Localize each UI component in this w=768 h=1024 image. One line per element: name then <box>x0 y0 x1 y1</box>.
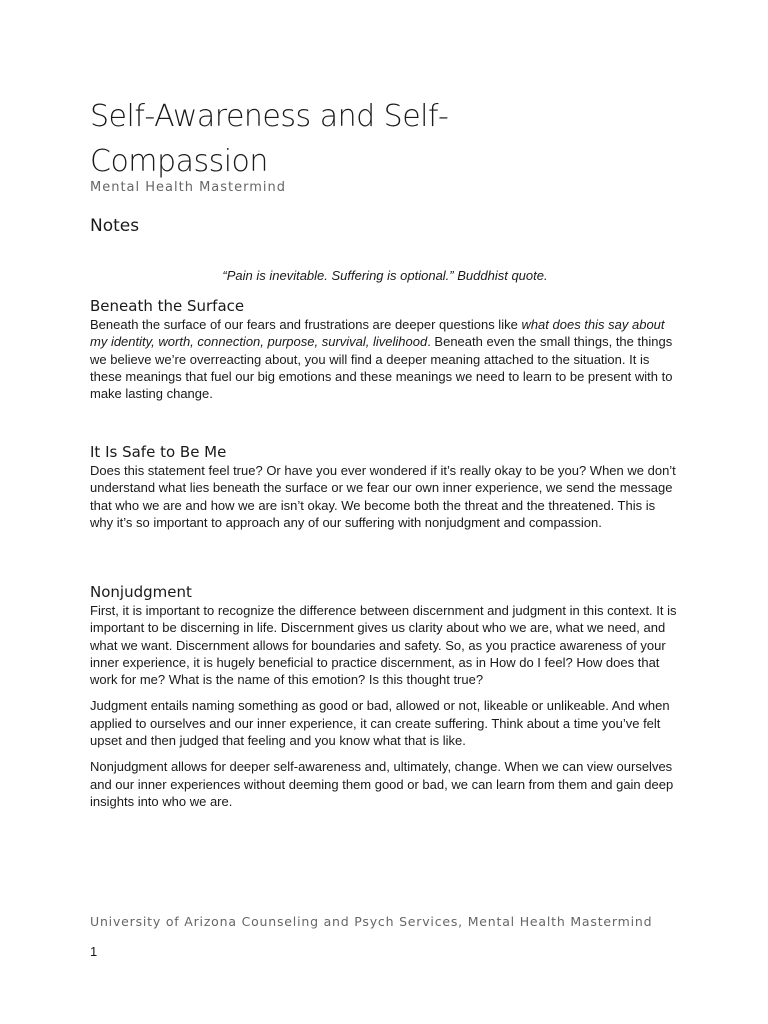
document-title <box>90 94 680 184</box>
paragraph-text: Beneath the surface of our fears and frustrations are deeper questions like <box>90 317 522 332</box>
section-paragraph: Nonjudgment allows for deeper self-awareness and, ultimately, change. When we can view ourselves and our inner experiences without deeming them good or bad, we can learn from them and gain deep insights into who we are. <box>90 759 674 809</box>
title-line-2: Compassion <box>90 144 268 179</box>
section-it-is-safe-to-be-me <box>90 442 680 540</box>
section-nonjudgment <box>90 582 680 819</box>
document-subtitle: Mental Health Mastermind <box>90 180 287 195</box>
paragraph-text: . Beneath even the small things, the things we believe we’re overreacting about, you will find a deeper meaning attached to the situation. It is these meanings that fuel our big emotions and these meanings we need to learn to be present with to make lasting change. <box>90 334 673 402</box>
page-footer: University of Arizona Counseling and Psych Services, Mental Health Mastermind <box>90 914 653 929</box>
notes-heading: Notes <box>90 216 140 236</box>
section-paragraph: Judgment entails naming something as good or bad, allowed or not, likeable or unlikeable. And when applied to ourselves and our inner experience, it can create suffering. Think about a time you’ve felt upset and then judged that feeling and you know what that is like. <box>90 698 670 749</box>
section-paragraph: First, it is important to recognize the difference between discernment and judgment in this context. It is important to be discerning in life. Discernment gives us clarity about who we are, what we need, and what we want. Discernment allows for boundaries and safety. So, as you practice awareness of your inner experience, it is hugely beneficial to practice discernment, as in How do I feel? How does that work for me? What is the name of this emotion? Is this thought true? <box>90 603 677 688</box>
section-paragraph <box>90 316 680 402</box>
title-line-1: Self-Awareness and Self- <box>90 99 449 134</box>
page-number: 1 <box>90 944 98 959</box>
document-page <box>90 0 680 1024</box>
section-paragraph: Does this statement feel true? Or have you ever wondered if it’s really okay to be you? When we don’t understand what lies beneath the surface or we fear our own inner experience, we send the message that who we are and how we are isn’t okay. We become both the threat and the threatened. This is why it’s so important to approach any of our suffering with nonjudgment and compassion. <box>90 463 676 530</box>
section-heading: It Is Safe to Be Me <box>90 443 227 461</box>
section-beneath-the-surface <box>90 296 680 411</box>
section-heading: Nonjudgment <box>90 583 192 601</box>
buddhist-quote: “Pain is inevitable. Suffering is optional.” Buddhist quote. <box>222 268 548 283</box>
section-heading: Beneath the Surface <box>90 297 245 315</box>
paragraph-emphasis: what does this say about my identity, worth, connection, purpose, survival, livelihood <box>90 317 665 350</box>
